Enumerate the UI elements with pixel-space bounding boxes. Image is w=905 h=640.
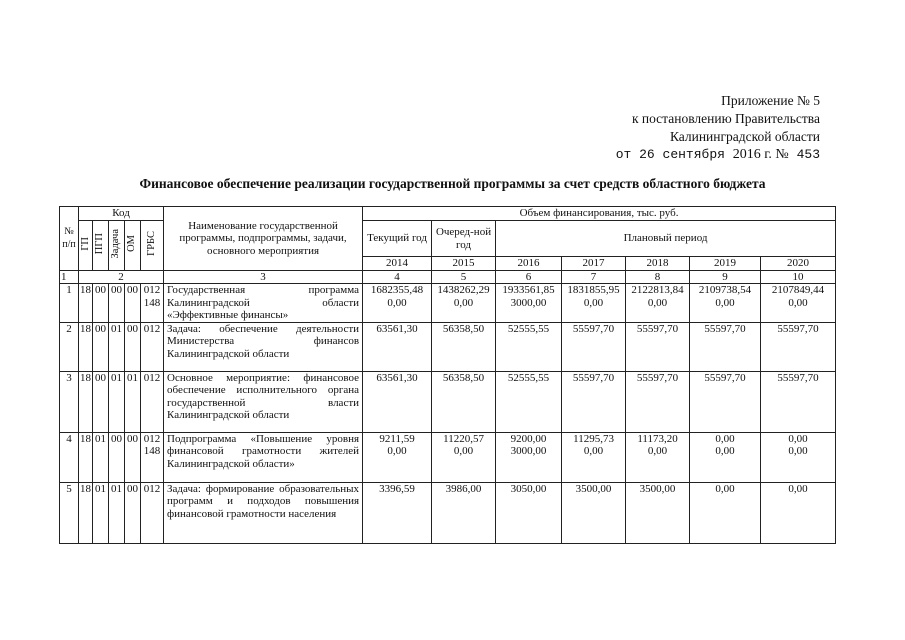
amount-cell: 3396,59 <box>363 482 432 543</box>
empty-code-cell <box>109 297 125 322</box>
amount-cell: 3500,00 <box>562 482 626 543</box>
amount-cell: 2122813,84 <box>626 284 690 297</box>
code-zadacha: 01 <box>109 482 125 543</box>
year-2019: 2019 <box>690 257 761 271</box>
header-volume: Объем финансирования, тыс. руб. <box>363 207 836 221</box>
amount-cell: 0,00 <box>690 445 761 482</box>
header-num: № п/п <box>60 207 79 271</box>
empty-code-cell <box>125 445 141 482</box>
amount-cell: 9211,59 <box>363 432 432 445</box>
code-gp: 18 <box>80 284 91 296</box>
amount-cell: 1831855,95 <box>562 284 626 297</box>
year-2018: 2018 <box>626 257 690 271</box>
item-name: Подпрограмма «Повышение уровня финансовой грамотности жителей Калининградской области» <box>164 432 363 482</box>
empty-code-cell <box>93 297 109 322</box>
amount-cell: 0,00 <box>626 297 690 322</box>
table-row <box>60 322 836 371</box>
amount-cell: 56358,50 <box>432 322 496 371</box>
code-om: 01 <box>125 371 141 432</box>
amount-cell: 9200,00 <box>496 432 562 445</box>
amount-cell: 55597,70 <box>562 371 626 432</box>
year-2020: 2020 <box>761 257 836 271</box>
year-2016: 2016 <box>496 257 562 271</box>
header-grbs: ГРБС <box>141 221 164 271</box>
amount-cell: 63561,30 <box>363 371 432 432</box>
item-name: Задача: формирование образовательных программ и подходов повышения финансовой грамотности населения <box>164 482 363 543</box>
code-gp: 18 <box>79 371 93 432</box>
row-number: 5 <box>60 482 79 543</box>
empty-code-cell <box>79 297 93 322</box>
header-current-year: Текущий год <box>363 221 432 257</box>
amount-cell: 0,00 <box>432 297 496 322</box>
header-gp: ГП <box>79 221 93 271</box>
header-kod: Код <box>79 207 164 221</box>
header-zadacha: Задача <box>109 221 125 271</box>
amount-cell: 0,00 <box>690 482 761 543</box>
appendix-block <box>616 92 820 164</box>
code-om: 00 <box>125 322 141 371</box>
amount-cell: 55597,70 <box>761 322 836 371</box>
amount-cell: 0,00 <box>690 297 761 322</box>
col-index: 5 <box>432 271 496 284</box>
appendix-line-1: Приложение № 5 <box>721 93 820 108</box>
code-ppgp: 01 <box>93 482 109 543</box>
amount-cell: 55597,70 <box>626 371 690 432</box>
empty-code-cell <box>109 445 125 482</box>
row-number: 4 <box>60 432 79 445</box>
amount-cell: 3500,00 <box>626 482 690 543</box>
amount-cell: 0,00 <box>761 432 836 445</box>
header-om: ОМ <box>125 221 141 271</box>
amount-cell: 3986,00 <box>432 482 496 543</box>
financing-table <box>59 206 836 544</box>
amount-cell: 0,00 <box>432 445 496 482</box>
code-grbs: 012 <box>141 482 164 543</box>
code-grbs: 012 <box>141 284 164 297</box>
amount-cell: 0,00 <box>562 445 626 482</box>
col-index: 4 <box>363 271 432 284</box>
code-zadacha: 01 <box>109 322 125 371</box>
col-index: 9 <box>690 271 761 284</box>
code-grbs: 148 <box>141 445 164 482</box>
code-zadacha: 01 <box>109 371 125 432</box>
code-om: 00 <box>125 432 141 445</box>
code-gp: 18 <box>80 432 91 445</box>
row-number: 1 <box>60 284 79 297</box>
column-index-row <box>60 271 836 284</box>
code-ppgp: 00 <box>93 322 109 371</box>
header-name: Наименование государственной программы, подпрограммы, задачи, основного мероприятия <box>164 207 363 271</box>
amount-cell: 3000,00 <box>496 297 562 322</box>
code-grbs: 012 <box>141 432 164 445</box>
table-row <box>60 284 836 297</box>
item-name: Государственная программа Калининградской области «Эффективные финансы» <box>164 284 363 323</box>
table-row <box>60 371 836 432</box>
col-index: 7 <box>562 271 626 284</box>
code-grbs: 012 <box>141 322 164 371</box>
amount-cell: 52555,55 <box>496 322 562 371</box>
code-om: 00 <box>125 482 141 543</box>
empty-code-cell <box>125 297 141 322</box>
amount-cell: 3050,00 <box>496 482 562 543</box>
item-name: Основное мероприятие: финансовое обеспечение исполнительного органа государственной власти Калининградской области <box>164 371 363 432</box>
code-ppgp: 00 <box>93 284 109 297</box>
amount-cell: 0,00 <box>690 432 761 445</box>
year-2015: 2015 <box>432 257 496 271</box>
code-grbs: 012 <box>141 371 164 432</box>
code-ppgp: 00 <box>93 371 109 432</box>
amount-cell: 55597,70 <box>690 371 761 432</box>
code-ppgp: 01 <box>93 432 109 445</box>
appendix-line-2: к постановлению Правительства <box>631 111 820 126</box>
empty-code-cell <box>93 445 109 482</box>
amount-cell: 11220,57 <box>432 432 496 445</box>
col-index: 10 <box>761 271 836 284</box>
amount-cell: 0,00 <box>363 445 432 482</box>
code-zadacha: 00 <box>109 284 125 297</box>
table-body <box>60 284 836 544</box>
appendix-year: 2016 г. № <box>732 147 789 162</box>
appendix-line-3: Калининградской области <box>669 129 820 144</box>
code-om: 00 <box>125 284 141 297</box>
amount-cell: 1682355,48 <box>363 284 432 297</box>
code-grbs: 148 <box>141 297 164 322</box>
col-index: 1 <box>60 271 79 284</box>
amount-cell: 0,00 <box>562 297 626 322</box>
code-gp: 18 <box>79 322 93 371</box>
row-number: 2 <box>60 322 79 371</box>
amount-cell: 1438262,29 <box>432 284 496 297</box>
row-number: 3 <box>60 371 79 432</box>
empty-code-cell <box>60 445 79 482</box>
amount-cell: 56358,50 <box>432 371 496 432</box>
appendix-date-line <box>616 146 820 164</box>
amount-cell: 11295,73 <box>562 432 626 445</box>
year-2017: 2017 <box>562 257 626 271</box>
col-index: 3 <box>164 271 363 284</box>
amount-cell: 3000,00 <box>496 445 562 482</box>
empty-code-cell <box>79 445 93 482</box>
appendix-date: от 26 сентября <box>615 147 725 162</box>
code-gp: 18 <box>79 482 93 543</box>
amount-cell: 63561,30 <box>363 322 432 371</box>
table-row <box>60 432 836 445</box>
amount-cell: 55597,70 <box>562 322 626 371</box>
year-2014: 2014 <box>363 257 432 271</box>
appendix-number: 453 <box>796 147 820 162</box>
header-next-year: Очеред-ной год <box>432 221 496 257</box>
amount-cell: 2107849,44 <box>761 284 836 297</box>
table-row <box>60 482 836 543</box>
empty-code-cell <box>60 297 79 322</box>
amount-cell: 0,00 <box>761 482 836 543</box>
amount-cell: 1933561,85 <box>496 284 562 297</box>
amount-cell: 0,00 <box>626 445 690 482</box>
amount-cell: 0,00 <box>761 445 836 482</box>
header-planned-period: Плановый период <box>496 221 836 257</box>
amount-cell: 0,00 <box>363 297 432 322</box>
document-title: Финансовое обеспечение реализации государственной программы за счет средств областного бюджета <box>139 176 766 191</box>
amount-cell: 55597,70 <box>626 322 690 371</box>
amount-cell: 55597,70 <box>690 322 761 371</box>
item-name: Задача: обеспечение деятельности Министерства финансов Калининградской области <box>164 322 363 371</box>
amount-cell: 0,00 <box>761 297 836 322</box>
amount-cell: 52555,55 <box>496 371 562 432</box>
col-index: 8 <box>626 271 690 284</box>
amount-cell: 2109738,54 <box>690 284 761 297</box>
amount-cell: 11173,20 <box>626 432 690 445</box>
amount-cell: 55597,70 <box>761 371 836 432</box>
header-ppgp: ПГП <box>93 221 109 271</box>
col-index: 6 <box>496 271 562 284</box>
code-zadacha: 00 <box>109 432 125 445</box>
col-index: 2 <box>79 271 164 284</box>
